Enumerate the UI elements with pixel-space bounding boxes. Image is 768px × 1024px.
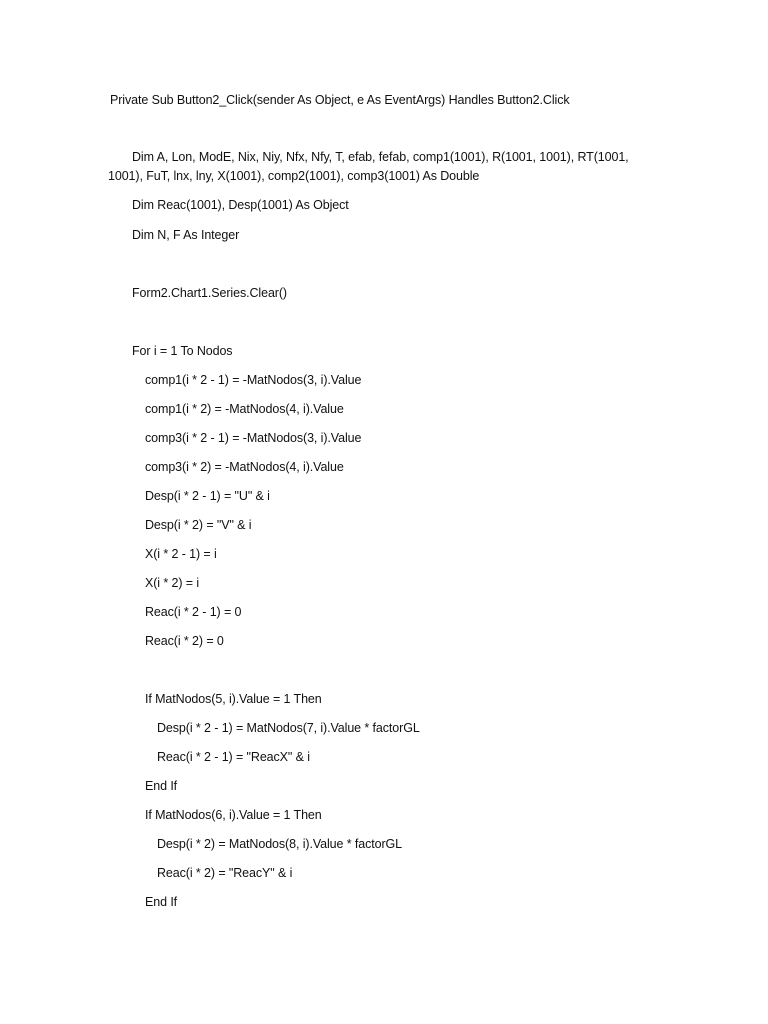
code-line-dim-double-part2: 1001), FuT, lnx, lny, X(1001), comp2(1001), comp3(1001) As Double — [108, 169, 480, 183]
code-line-comp1-even: comp1(i * 2) = -MatNodos(4, i).Value — [145, 402, 344, 416]
code-line-dim-double-part1: Dim A, Lon, ModE, Nix, Niy, Nfx, Nfy, T, efab, fefab, comp1(1001), R(1001, 1001), RT(1001, — [132, 150, 629, 164]
code-line-dim-integer: Dim N, F As Integer — [132, 228, 240, 242]
code-line-reac-odd-zero: Reac(i * 2 - 1) = 0 — [145, 605, 242, 619]
code-line-reac-x-label: Reac(i * 2 - 1) = "ReacX" & i — [157, 750, 310, 764]
code-line-comp1-odd: comp1(i * 2 - 1) = -MatNodos(3, i).Value — [145, 373, 362, 387]
code-line-sub-declaration: Private Sub Button2_Click(sender As Object, e As EventArgs) Handles Button2.Click — [110, 93, 570, 107]
code-line-desp-x-value: Desp(i * 2 - 1) = MatNodos(7, i).Value * factorGL — [157, 721, 420, 735]
code-line-series-clear: Form2.Chart1.Series.Clear() — [132, 286, 287, 300]
code-line-dim-object: Dim Reac(1001), Desp(1001) As Object — [132, 198, 349, 212]
code-line-reac-y-label: Reac(i * 2) = "ReacY" & i — [157, 866, 293, 880]
code-line-desp-y-value: Desp(i * 2) = MatNodos(8, i).Value * factorGL — [157, 837, 403, 851]
code-line-end-if-y: End If — [145, 895, 178, 909]
code-line-desp-u: Desp(i * 2 - 1) = "U" & i — [145, 489, 270, 503]
code-line-reac-even-zero: Reac(i * 2) = 0 — [145, 634, 224, 648]
code-line-comp3-even: comp3(i * 2) = -MatNodos(4, i).Value — [145, 460, 344, 474]
code-line-if-restraint-x: If MatNodos(5, i).Value = 1 Then — [145, 692, 322, 706]
code-line-end-if-x: End If — [145, 779, 178, 793]
code-line-desp-v: Desp(i * 2) = "V" & i — [145, 518, 252, 532]
code-line-x-even: X(i * 2) = i — [145, 576, 200, 590]
code-line-x-odd: X(i * 2 - 1) = i — [145, 547, 217, 561]
code-line-if-restraint-y: If MatNodos(6, i).Value = 1 Then — [145, 808, 322, 822]
code-line-for-loop: For i = 1 To Nodos — [132, 344, 233, 358]
code-line-comp3-odd: comp3(i * 2 - 1) = -MatNodos(3, i).Value — [145, 431, 362, 445]
